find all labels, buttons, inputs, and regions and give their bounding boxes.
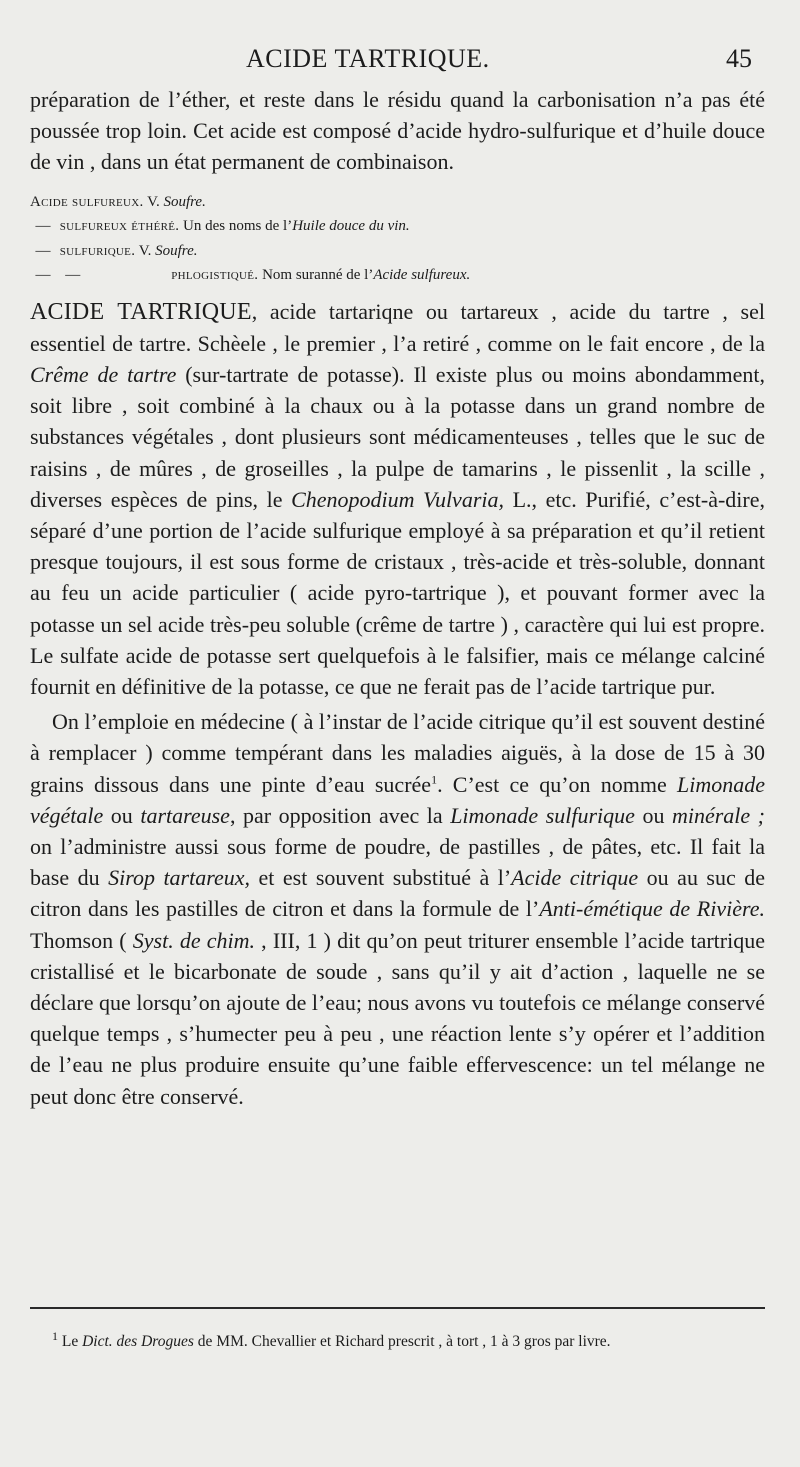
sub-entry bbox=[30, 263, 765, 288]
entry-head-word: ACIDE TARTRIQUE bbox=[30, 298, 252, 325]
page-header bbox=[0, 44, 800, 84]
entry-text: . C’est ce qu’on nomme bbox=[437, 771, 677, 797]
entry-italic: Crême de tartre bbox=[30, 362, 177, 388]
footnote-text: de MM. Chevallier et Richard prescrit , à tort , 1 à 3 gros par livre. bbox=[193, 1333, 611, 1350]
sub-entry-text: Nom suranné de l’ bbox=[262, 267, 374, 284]
entry-italic: Sirop tartareux, bbox=[108, 865, 251, 891]
entry-text: Thomson ( bbox=[30, 927, 133, 953]
sub-entry-ref: Soufre. bbox=[155, 242, 198, 259]
sub-entry-dash: — bbox=[65, 267, 81, 284]
entry-paragraph-2 bbox=[30, 706, 765, 1112]
footnote-text: Le bbox=[58, 1333, 83, 1350]
sub-entry-ref: Soufre. bbox=[163, 193, 206, 210]
entry-italic: minérale ; bbox=[671, 802, 766, 828]
sub-entry-dash: — bbox=[35, 242, 51, 259]
entry-text: On l’emploie en médecine ( à l’instar de l’acide citrique qu’il est souvent destiné à remplacer ) comme tempérant dans les maladies aiguës, à la dose de 15 à 30 grains dissous dans une pinte d’eau sucrée bbox=[30, 709, 765, 797]
sub-entry-text: V. bbox=[147, 193, 160, 210]
entry-text: on l’administre aussi sous forme de poudre, de pastilles , de pâtes, etc. Il fait la base du bbox=[30, 834, 765, 891]
footnote-rule bbox=[30, 1307, 765, 1309]
entry-text: ou bbox=[103, 802, 141, 828]
entry-text: , acide tartariqne ou tartareux , acide du tartre , sel essentiel de tartre. Schèele , le premier , l’a retiré , comme on le fait encore , de la bbox=[30, 298, 765, 356]
sub-entry-term: sulfureux éthéré. bbox=[59, 218, 180, 235]
entry-text: L., etc. Purifié, c’est-à-dire, séparé d’une portion de l’acide sulfurique employé à sa préparation et qu’il retient presque toujours, il est sous forme de cristaux , très-acide et très-soluble, donnant au feu un acide particulier ( acide pyro-tartrique ), et pouvant former avec la potasse un sel acide très-peu soluble (crême de tartre ) , caractère qui lui est propre. Le sulfate acide de potasse sert quelquefois à le falsifier, mais ce mélange calciné fournit en définitive de la potasse, ce que ne ferait pas de l’acide tartrique pur. bbox=[30, 486, 766, 700]
page-body bbox=[30, 84, 765, 1112]
footnote-ref: 1 bbox=[431, 772, 438, 787]
sub-entry bbox=[30, 190, 765, 215]
entry-text: (sur-tartrate de potasse). Il existe plus ou moins abondamment, soit libre , soit combiné à la chaux ou à la potasse dans un grand nombre de substances végétales , dont plusieurs sont médicamenteuses , telles que le suc de raisins , de mûres , de groseilles , la pulpe de tamarins , le pissenlit , la scille , diverses espèces de pins, le bbox=[30, 362, 765, 512]
sub-entry-ref: Acide sulfureux. bbox=[373, 267, 471, 284]
intro-paragraph: préparation de l’éther, et reste dans le résidu quand la carbonisation n’a pas été poussée trop loin. Cet acide est composé d’acide hydro-sulfurique et d’huile douce de vin , dans un état permanent de combinaison. bbox=[30, 87, 765, 175]
entry-italic: Limonade végétale bbox=[30, 771, 765, 828]
sub-entry bbox=[30, 214, 765, 239]
entry-italic: Acide citrique bbox=[511, 865, 639, 891]
running-title: ACIDE TARTRIQUE. bbox=[246, 44, 490, 73]
entry-text: ou bbox=[634, 802, 672, 828]
footnote: $^1$ Le Dict. des Drogues de MM. Chevallier et Richard prescrit , à tort , 1 à 3 gros par livre. bbox=[52, 1328, 611, 1350]
sub-entry-ref: Huile douce du vin. bbox=[292, 218, 410, 235]
sub-entry-dash: — bbox=[35, 218, 51, 235]
entry-text: , III, 1 ) dit qu’on peut triturer ensemble l’acide tartrique cristallisé et le bicarbonate de soude , sans qu’il y ait d’action , laquelle ne se déclare que lorsqu’on ajoute de l’eau; nous avons vu toutefois ce mélange conservé quelque temps , s’humecter peu à peu , une réaction lente s’y opérer et l’addition de l’eau ne plus produire ensuite qu’une faible effervescence: un tel mélange ne peut donc être conservé. bbox=[30, 927, 765, 1109]
entry-text: ou au suc de citron dans les pastilles de citron et dans la formule de l’ bbox=[30, 865, 766, 922]
entry-italic: tartareuse bbox=[140, 802, 230, 828]
sub-entry-term: sulfurique. bbox=[59, 242, 136, 259]
entry-italic: Anti-émétique de Rivière. bbox=[539, 896, 765, 922]
sub-entry-text: Un des noms de l’ bbox=[183, 218, 293, 235]
sub-entries-list bbox=[30, 190, 765, 288]
page-number: 45 bbox=[726, 44, 752, 73]
sub-entry-term: Acide sulfureux. bbox=[30, 193, 144, 210]
entry-italic: Chenopodium Vulvaria, bbox=[291, 486, 504, 512]
entry-text: , par opposition avec la bbox=[229, 802, 451, 828]
entry-paragraph-1 bbox=[30, 296, 765, 703]
sub-entry-dash: — bbox=[35, 267, 51, 284]
entry-italic: Syst. de chim. bbox=[132, 927, 256, 953]
entry-text: et est souvent substitué à l’ bbox=[250, 865, 512, 891]
sub-entry bbox=[30, 239, 765, 264]
sub-entry-term: phlogistiqué. bbox=[171, 267, 259, 284]
sub-entry-text: V. bbox=[138, 242, 152, 259]
footnote-italic: Dict. des Drogues bbox=[82, 1333, 194, 1350]
entry-italic: Limonade sulfurique bbox=[450, 802, 635, 828]
